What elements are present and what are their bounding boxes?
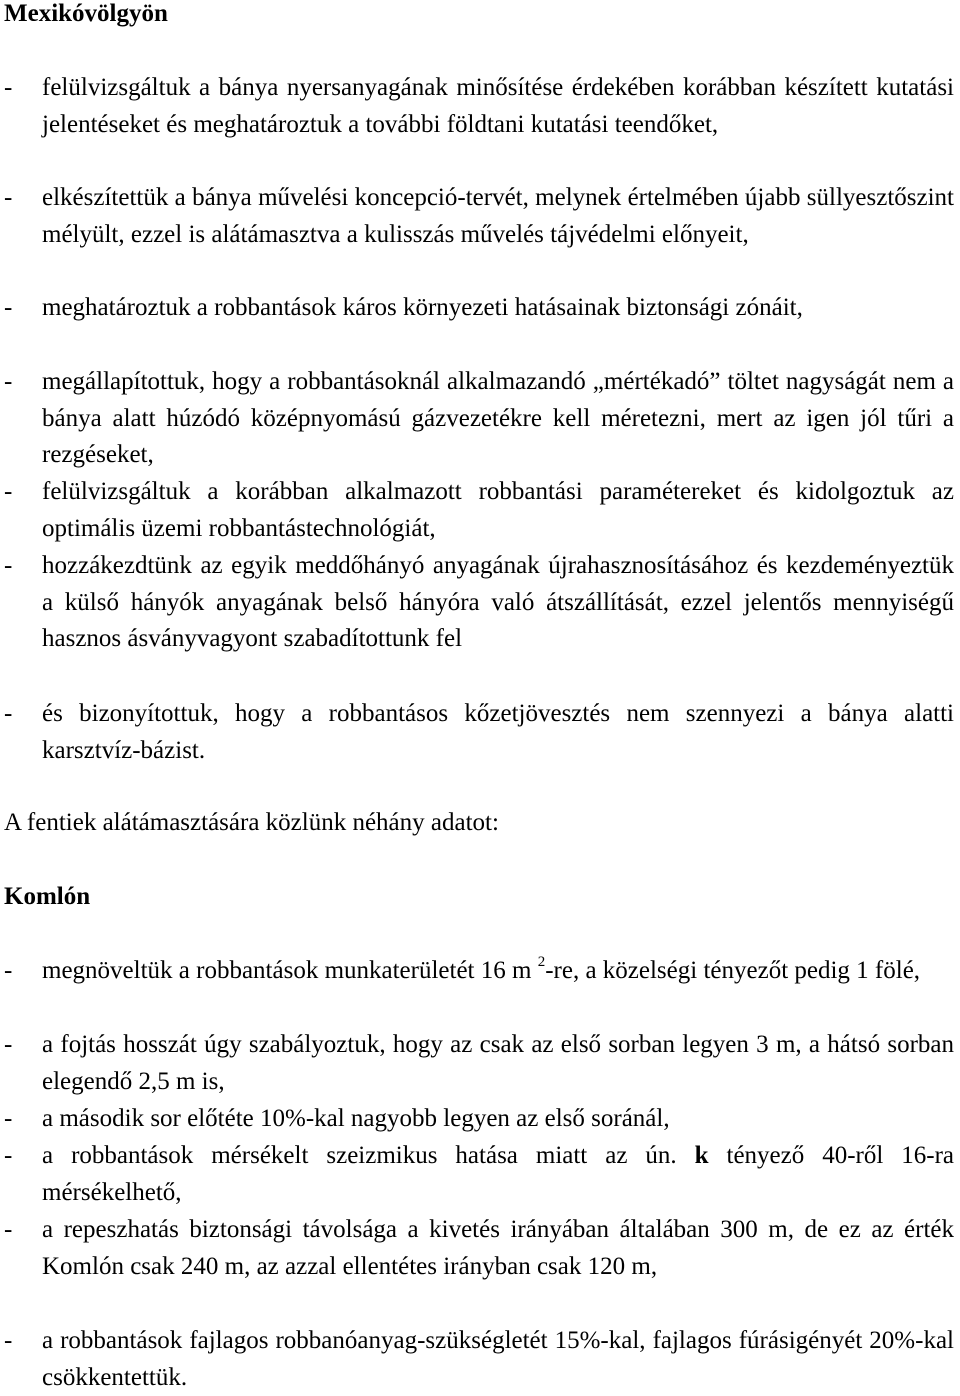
list-item — [0, 364, 956, 474]
list-item-text: megállapítottuk, hogy a robbantásoknál alkalmazandó „mértékadó” töltet nagyságát nem a bánya alatt húzódó középnyomású gázvezetékre kell méretezni, mert az igen jól tűri a rezgéseket, — [42, 368, 954, 469]
list-item-text — [42, 952, 954, 989]
item-text-part: tényező 40-ről 16-ra mérsékelhető, — [42, 1142, 955, 1206]
list-item-text: hozzákezdtünk az egyik meddőhányó anyagának újrahasznosításához és kezdeményeztük a külső hányók anyagának belső hányóra való átszállítását, ezzel jelentős mennyiségű hasznos ásványvagyont szabadítottunk fel — [42, 552, 954, 653]
list-item-text: a repeszhatás biztonsági távolsága a kivetés irányában általában 300 m, de ez az érték Komlón csak 240 m, az azzal ellentétes irányban csak 120 m, — [42, 1216, 954, 1280]
list-bullet: - — [4, 184, 13, 211]
item-text-part: a robbantások mérsékelt szeizmikus hatása miatt az ún. — [42, 1142, 677, 1169]
list-bullet: - — [4, 1105, 13, 1132]
list-item-text: elkészítettük a bánya művelési koncepció-tervét, melynek értelmében újabb süllyesztőszint mélyült, ezzel is alátámasztva a kulisszás művelés tájvédelmi előnyeit, — [42, 184, 954, 248]
list-item — [0, 474, 956, 548]
item-text-part: megnöveltük a robbantások munkaterületét 16 m — [42, 957, 532, 984]
list-bullet: - — [4, 700, 13, 727]
list-item — [0, 548, 956, 696]
list-item — [0, 290, 956, 364]
list-item-text: felülvizsgáltuk a korábban alkalmazott robbantási paramétereket és kidolgoztuk az optimális üzemi robbantástechnológiát, — [42, 478, 954, 542]
list-item-text — [42, 1137, 954, 1211]
list-item-text: a második sor előtéte 10%-kal nagyobb legyen az első soránál, — [42, 1105, 670, 1132]
list-bullet: - — [4, 478, 13, 505]
list-bullet: - — [4, 74, 13, 101]
list-item-text: a fojtás hosszát úgy szabályoztuk, hogy az csak az első sorban legyen 3 m, a hátsó sorban elegendő 2,5 m is, — [42, 1031, 954, 1095]
list-item — [0, 696, 956, 770]
list-bullet: - — [4, 552, 13, 579]
list-item — [0, 1322, 956, 1390]
list-item-text: felülvizsgáltuk a bánya nyersanyagának minősítése érdekében korábban készített kutatási jelentéseket és meghatároztuk a további földtani kutatási teendőket, — [42, 74, 954, 138]
list-item — [0, 952, 956, 1026]
list-item — [0, 180, 956, 290]
list-bullet: - — [4, 1031, 13, 1058]
list-item — [0, 1137, 956, 1211]
list-bullet: - — [4, 368, 13, 395]
item-text-part: -re, a közelségi tényezőt pedig 1 fölé, — [545, 957, 921, 984]
list-item — [0, 70, 956, 180]
section-heading-mexikovolgyon: Mexikóvölgyön — [4, 0, 168, 27]
list-bullet: - — [4, 957, 13, 984]
list-bullet: - — [4, 1142, 13, 1169]
list-bullet: - — [4, 1327, 13, 1354]
bold-variable-k: k — [694, 1142, 709, 1169]
superscript-exponent: 2 — [537, 954, 546, 970]
list-item — [0, 1026, 956, 1100]
list-bullet: - — [4, 294, 13, 321]
list-item-text: a robbantások fajlagos robbanóanyag-szükségletét 15%-kal, fajlagos fúrásigényét 20%-kal csökkentettük. — [42, 1327, 954, 1391]
list-bullet: - — [4, 1216, 13, 1243]
list-item — [0, 1211, 956, 1322]
intro-sentence: A fentiek alátámasztására közlünk néhány adatot: — [4, 809, 499, 836]
list-item-text: és bizonyítottuk, hogy a robbantásos kőzetjövesztés nem szennyezi a bánya alatti karsztvíz-bázist. — [42, 700, 954, 764]
list-item — [0, 1100, 956, 1137]
section-heading-komlon: Komlón — [4, 883, 91, 910]
list-item-text: meghatároztuk a robbantások káros környezeti hatásainak biztonsági zónáit, — [42, 294, 803, 321]
